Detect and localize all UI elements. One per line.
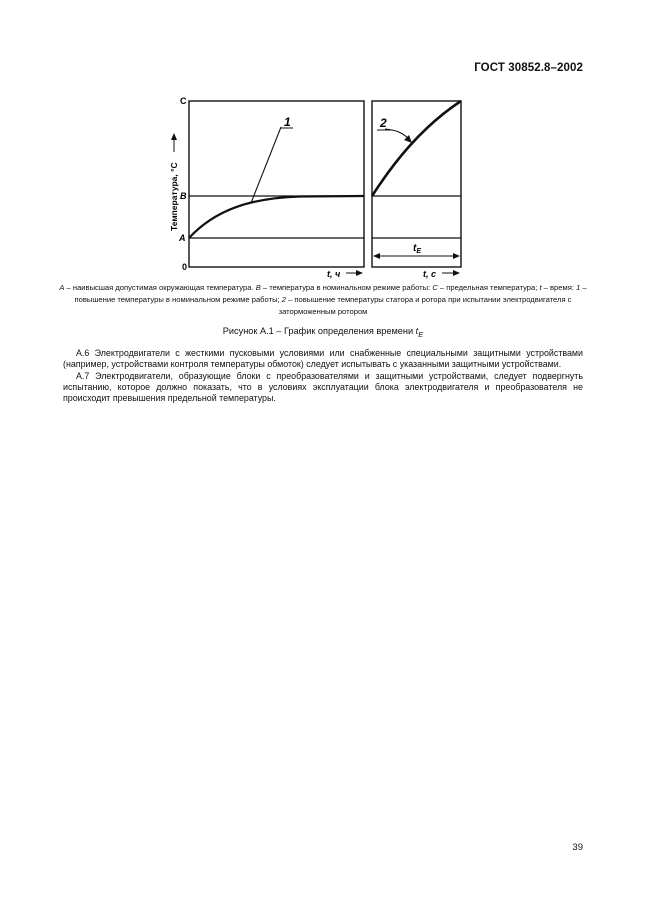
x-axis-label-hours: t, ч (327, 269, 341, 279)
tick-c-label: С (180, 96, 187, 106)
body-text (63, 348, 583, 404)
curve-1-leader (251, 127, 281, 203)
tick-b-label: В (180, 191, 187, 201)
te-arrow-right (453, 253, 460, 259)
page-number: 39 (572, 842, 583, 853)
figure-title: Рисунок А.1 – График определения времени $t_E$ (222, 326, 424, 339)
document-code: ГОСТ 30852.8–2002 (474, 62, 583, 74)
curve-1 (189, 196, 364, 238)
te-label: $t_E$ (413, 243, 422, 255)
x-axis-arrowhead-hours (356, 270, 363, 276)
tick-zero-label: 0 (182, 262, 188, 272)
y-axis-label: Температура, °С (169, 162, 179, 231)
tick-a-label: А (179, 233, 186, 243)
paragraph-a7: А.7 Электродвигатели, образующие блоки с преобразователями и защитными устройствами, следует подвергнуть испытанию, которое должно показать, что в условиях эксплуатации блока электродвигателя и преобразователя не происходит превышения предельной температуры. (63, 370, 583, 404)
te-arrow-left (373, 253, 380, 259)
figure-legend: А – наивысшая допустимая окружающая температура. В – температура в номинальном режиме работы: С – предельная температура; t – время: 1 – повышение температуры в номинальном режиме работы; 2 – повышение температуры статора и ротора при испытании электродвигателя с заторможенным ротором (59, 283, 587, 316)
curve-2-label: 2 (380, 116, 387, 130)
paragraph-a6: А.6 Электродвигатели с жесткими пусковыми условиями или снабженные специальными защитными устройствами (например, устройствами контроля температуры обмоток) следует испытывать с указанными защитными устройствами. (63, 348, 583, 370)
temperature-figure (0, 0, 646, 280)
x-axis-arrowhead-seconds (453, 270, 460, 276)
y-axis-arrowhead (171, 133, 177, 140)
left-panel-frame (189, 101, 364, 267)
x-axis-label-seconds: t, с (423, 269, 437, 279)
curve-1-label: 1 (284, 115, 291, 129)
